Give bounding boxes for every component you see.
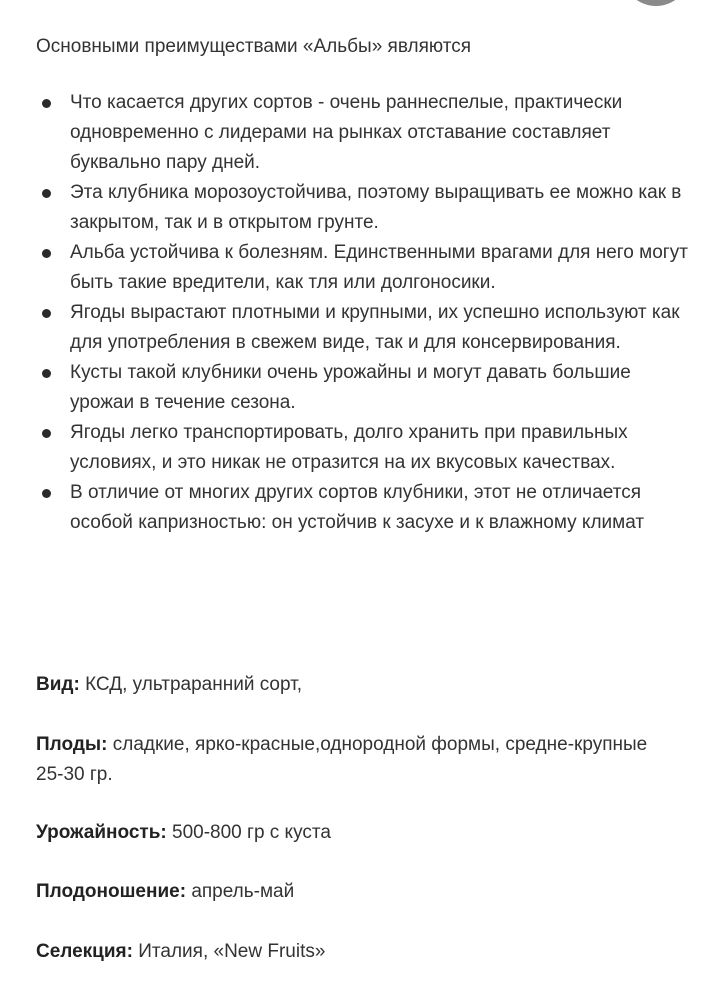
list-item xyxy=(36,298,696,358)
spec-yield xyxy=(36,818,676,848)
benefits-list xyxy=(36,88,696,538)
spec-type-label: Вид: xyxy=(36,674,80,695)
bullet-icon xyxy=(42,309,51,318)
benefit-text: Эта клубника морозоустойчива, поэтому выращивать ее можно как в закрытом, так и в открытом грунте. xyxy=(70,182,682,233)
spec-fruiting xyxy=(36,877,676,907)
spec-fruits-label: Плоды: xyxy=(36,734,108,755)
bullet-icon xyxy=(42,249,51,258)
benefit-text: Альба устойчива к болезням. Единственными врагами для него могут быть такие вредители, как тля или долгоносики. xyxy=(70,242,688,293)
bullet-icon xyxy=(42,99,51,108)
bullet-icon xyxy=(42,369,51,378)
bullet-icon xyxy=(42,429,51,438)
list-item xyxy=(36,178,696,238)
bullet-icon xyxy=(42,489,51,498)
benefit-text: В отличие от многих других сортов клубники, этот не отличается особой капризностью: он устойчив к засухе и к влажному климат xyxy=(70,482,645,533)
spec-type xyxy=(36,670,676,700)
avatar xyxy=(622,0,690,6)
intro-text: Основными преимуществами «Альбы» являются xyxy=(36,36,471,57)
list-item xyxy=(36,358,696,418)
spec-yield-label: Урожайность: xyxy=(36,822,167,843)
spec-fruiting-label: Плодоношение: xyxy=(36,881,187,902)
benefit-text: Ягоды легко транспортировать, долго хранить при правильных условиях, и это никак не отразится на их вкусовых качествах. xyxy=(70,422,628,473)
spec-selection-label: Селекция: xyxy=(36,941,133,962)
spec-fruits-value: сладкие, ярко-красные,однородной формы, средне-крупные 25-30 гр. xyxy=(36,734,648,785)
benefit-text: Что касается других сортов - очень раннеспелые, практически одновременно с лидерами на рынках отставание составляет буквально пару дней. xyxy=(70,92,623,173)
list-item xyxy=(36,418,696,478)
spec-type-value: КСД, ультраранний сорт, xyxy=(85,674,303,695)
spec-selection xyxy=(36,937,676,967)
list-item xyxy=(36,88,696,178)
spec-yield-value: 500-800 гр с куста xyxy=(172,822,331,843)
spec-fruiting-value: апрель-май xyxy=(191,881,295,902)
benefit-text: Ягоды вырастают плотными и крупными, их успешно используют как для употребления в свежем виде, так и для консервирования. xyxy=(70,302,680,353)
spec-fruits xyxy=(36,730,676,790)
spec-selection-value: Италия, «New Fruits» xyxy=(138,941,326,962)
list-item xyxy=(36,478,696,538)
bullet-icon xyxy=(42,189,51,198)
list-item xyxy=(36,238,696,298)
benefit-text: Кусты такой клубники очень урожайны и могут давать большие урожаи в течение сезона. xyxy=(70,362,631,413)
